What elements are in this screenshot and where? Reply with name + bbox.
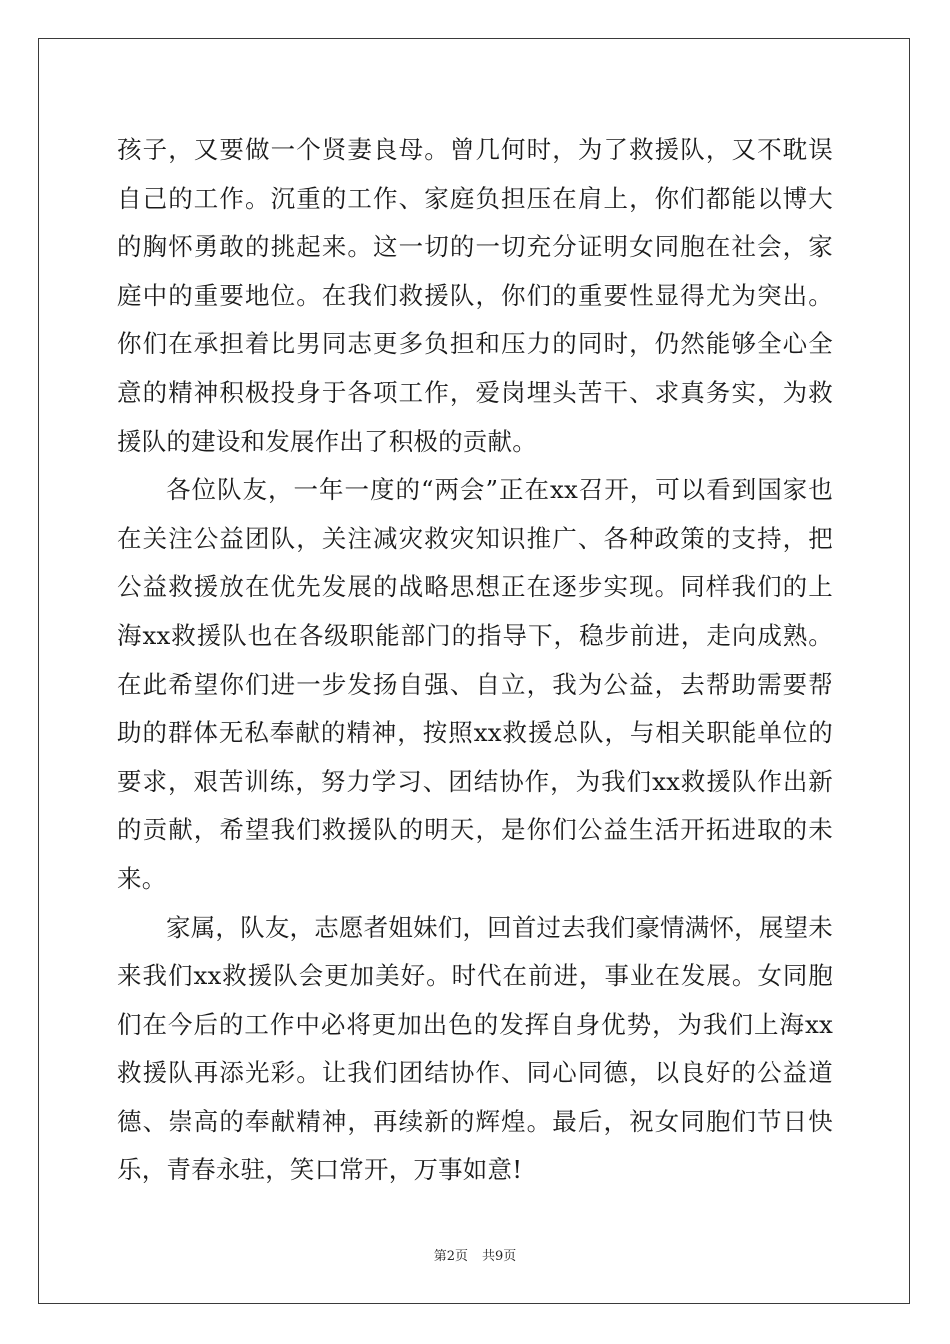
page-total: 共9页 [482,1249,517,1264]
paragraph-3: 家属，队友，志愿者姐妹们，回首过去我们豪情满怀，展望未来我们xx救援队会更加美好。时代在前进，事业在发展。女同胞们在今后的工作中必将更加出色的发挥自身优势，为我们上海xx救援队再添光彩。让我们团结协作、同心同德，以良好的公益道德、崇高的奉献精神，再续新的辉煌。最后，祝女同胞们节日快乐，青春永驻，笑口常开，万事如意! [117,912,833,1185]
paragraph-1: 孩子，又要做一个贤妻良母。曾几何时，为了救援队，又不耽误自己的工作。沉重的工作、家庭负担压在肩上，你们都能以博大的胸怀勇敢的挑起来。这一切的一切充分证明女同胞在社会，家庭中的重要地位。在我们救援队，你们的重要性显得尤为突出。你们在承担着比男同志更多负担和压力的同时，仍然能够全心全意的精神积极投身于各项工作，爱岗埋头苦干、求真务实，为救援队的建设和发展作出了积极的贡献。 [117,135,833,456]
paragraph-2: 各位队友，一年一度的“两会”正在xx召开，可以看到国家也在关注公益团队，关注减灾救灾知识推广、各种政策的支持，把公益救援放在优先发展的战略思想正在逐步实现。同样我们的上海xx救援队也在各级职能部门的指导下，稳步前进，走向成熟。在此希望你们进一步发扬自强、自立，我为公益，去帮助需要帮助的群体无私奉献的精神，按照xx救援总队，与相关职能单位的要求，艰苦训练，努力学习、团结协作，为我们xx救援队作出新的贡献，希望我们救援队的明天，是你们公益生活开拓进取的未来。 [117,475,833,893]
page-number: 第2页 [433,1249,468,1264]
page-footer [0,1245,950,1264]
document-body [117,126,833,1195]
